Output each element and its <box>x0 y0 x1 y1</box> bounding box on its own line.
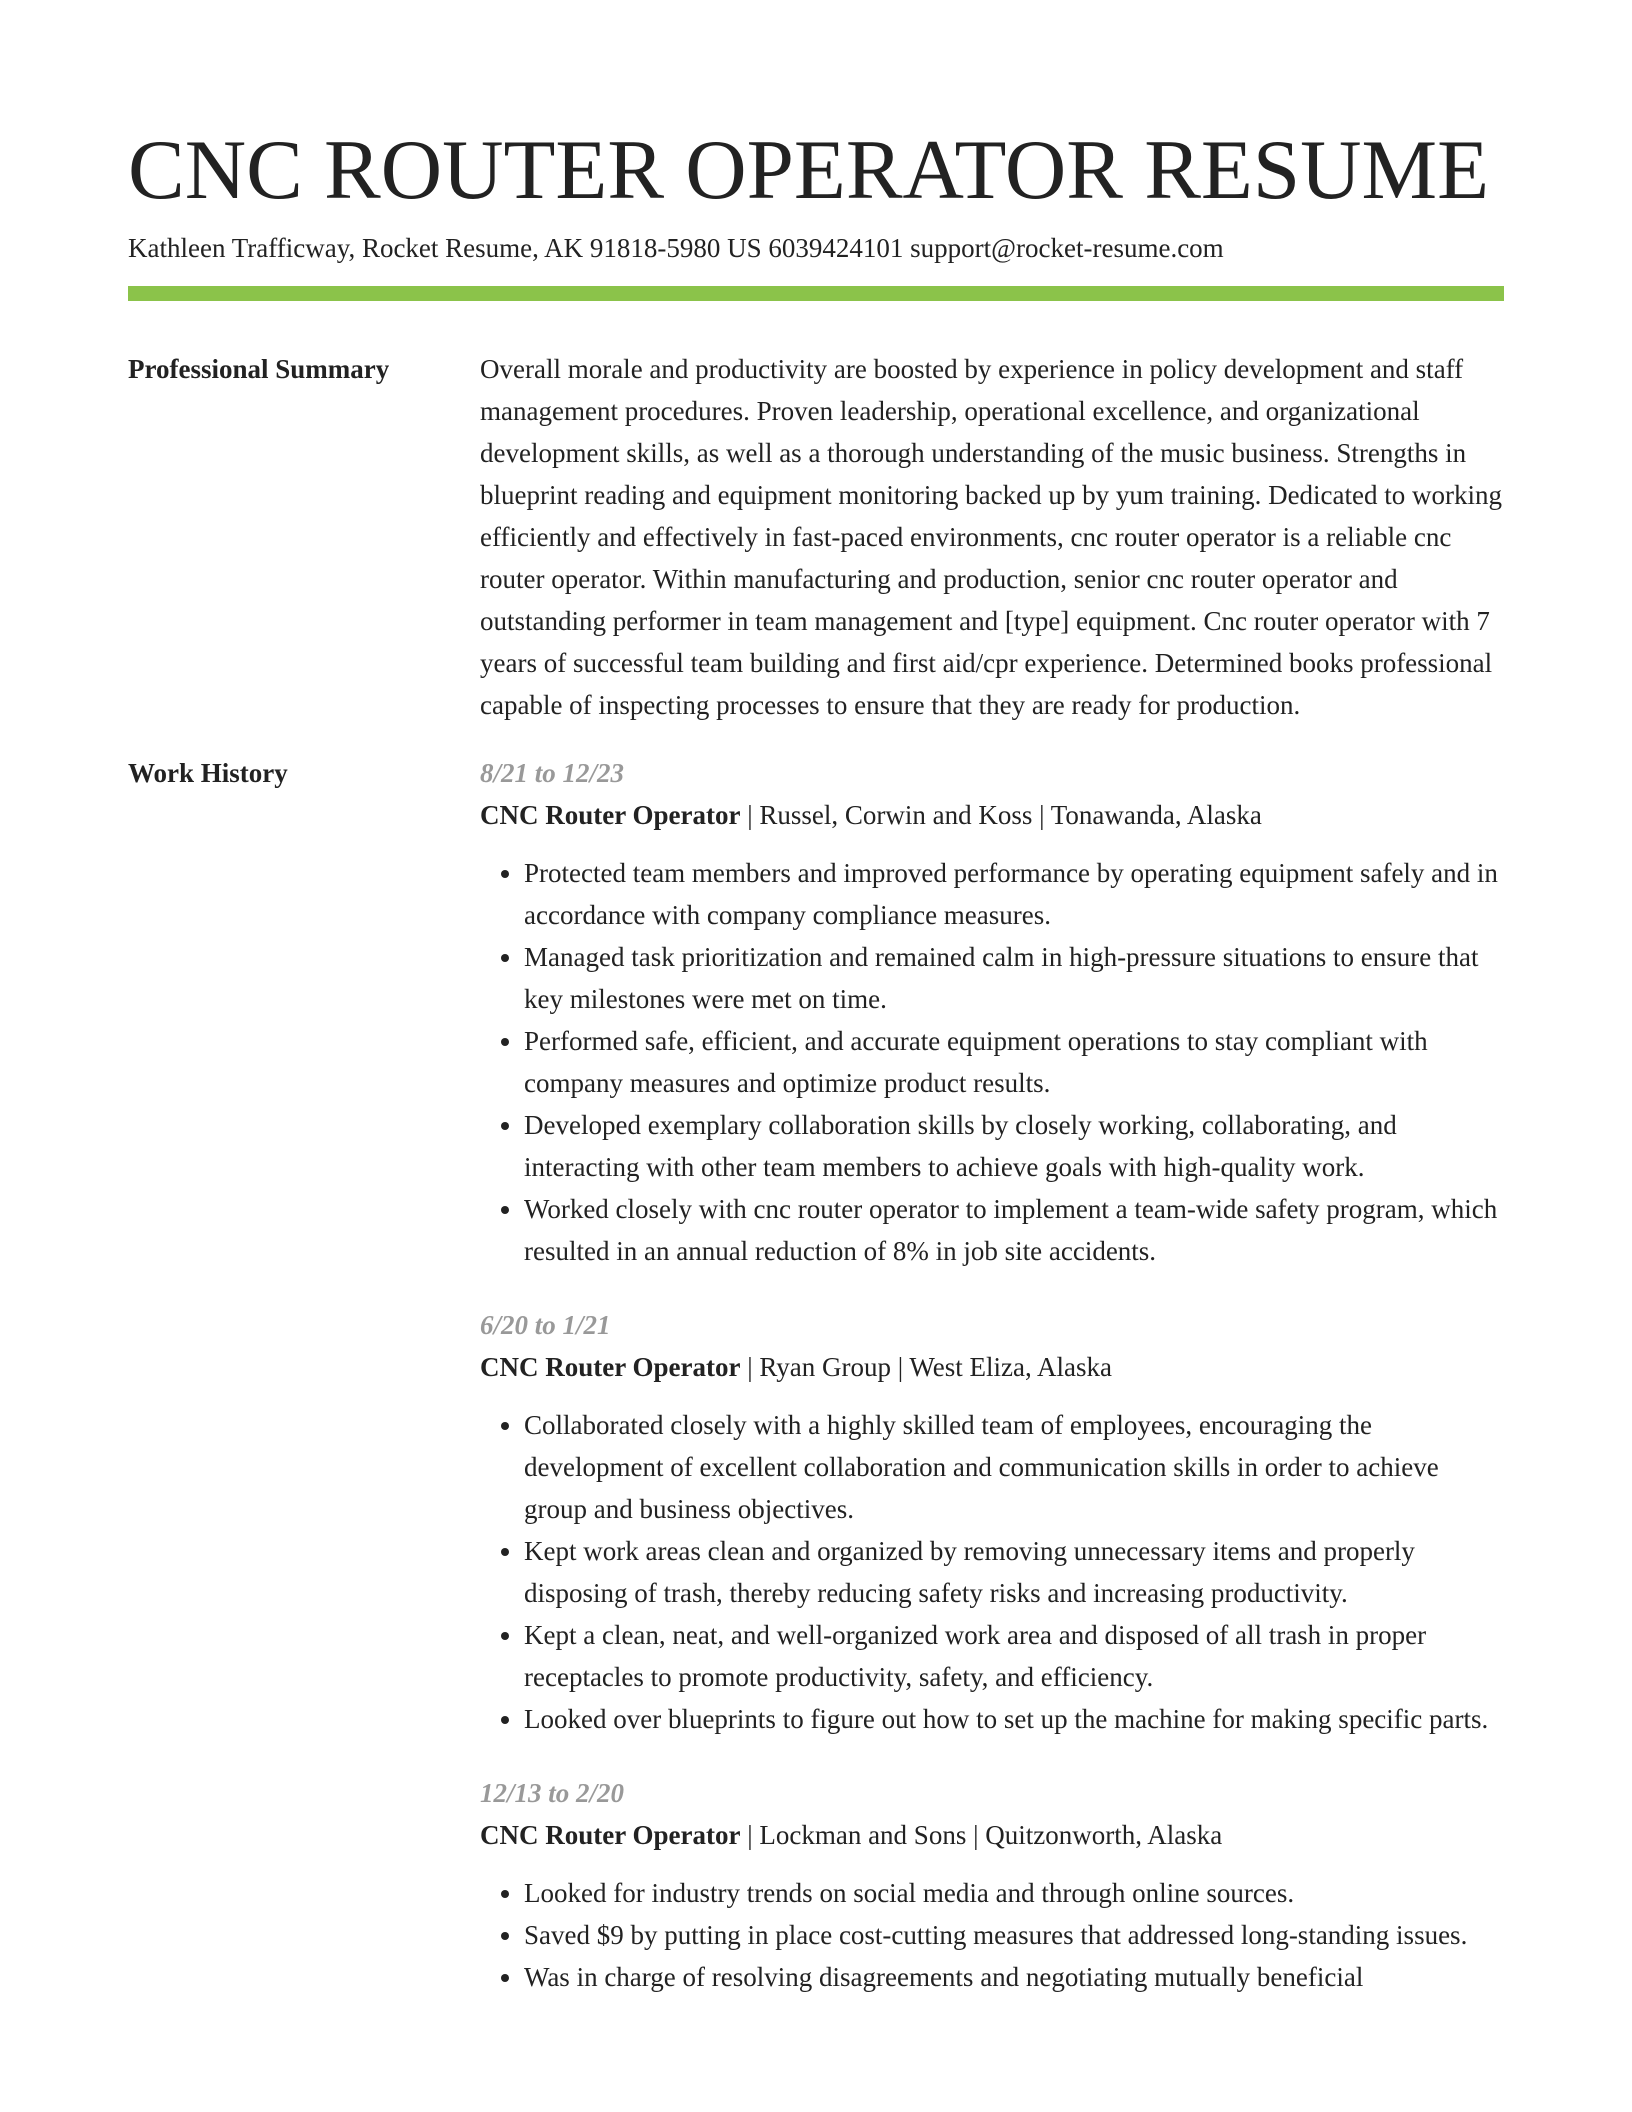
job-dates: 12/13 to 2/20 <box>480 1778 625 1808</box>
job-heading <box>480 1346 1504 1388</box>
job-details: | Lockman and Sons | Quitzonworth, Alaska <box>740 1820 1223 1850</box>
job-bullet: • Collaborated closely with a highly skilled team of employees, encouraging the development of excellent collaboration and communication skills in order to achieve group and business objectives. <box>524 1404 1504 1530</box>
job-dates: 6/20 to 1/21 <box>480 1310 611 1340</box>
job-bullet: • Kept a clean, neat, and well-organized work area and disposed of all trash in proper receptacles to promote productivity, safety, and efficiency. <box>524 1614 1504 1698</box>
section-label-professional-summary: Professional Summary <box>128 354 390 384</box>
job-entry <box>480 752 1504 1272</box>
summary-text: Overall morale and productivity are boosted by experience in policy development and staff management procedures. Proven leadership, operational excellence, and organizational development skills, as well as a thorough understanding of the music business. Strengths in blueprint reading and equipment monitoring backed up by yum training. Dedicated to working efficiently and effectively in fast-paced environments, cnc router operator is a reliable cnc router operator. Within manufacturing and production, senior cnc router operator and outstanding performer in team management and [type] equipment. Cnc router operator with 7 years of successful team building and first aid/cpr experience. Determined books professional capable of inspecting processes to ensure that they are ready for production. <box>480 354 1503 720</box>
resume-page <box>128 118 1504 2030</box>
job-entry <box>480 1772 1504 1998</box>
accent-divider <box>128 286 1504 301</box>
job-heading <box>480 1814 1504 1856</box>
job-heading <box>480 794 1504 836</box>
job-title: CNC Router Operator <box>480 800 741 830</box>
job-title: CNC Router Operator <box>480 1352 741 1382</box>
job-details: | Russel, Corwin and Koss | Tonawanda, Alaska <box>740 800 1262 830</box>
job-bullet: • Looked over blueprints to figure out how to set up the machine for making specific parts. <box>524 1698 1504 1740</box>
resume-title: CNC ROUTER OPERATOR RESUME <box>128 123 1489 217</box>
job-entry <box>480 1304 1504 1740</box>
job-bullet: • Was in charge of resolving disagreements and negotiating mutually beneficial <box>524 1956 1504 1998</box>
work-history-section <box>128 752 1504 1998</box>
professional-summary-section <box>128 348 1504 726</box>
job-bullet-list <box>480 1872 1504 1998</box>
job-details: | Ryan Group | West Eliza, Alaska <box>740 1352 1112 1382</box>
job-bullet: • Protected team members and improved performance by operating equipment safely and in accordance with company compliance measures. <box>524 852 1504 936</box>
job-bullet: • Kept work areas clean and organized by removing unnecessary items and properly disposing of trash, thereby reducing safety risks and increasing productivity. <box>524 1530 1504 1614</box>
job-bullet-list <box>480 852 1504 1272</box>
work-history-body <box>480 752 1504 1998</box>
job-bullet: • Performed safe, efficient, and accurate equipment operations to stay compliant with company measures and optimize product results. <box>524 1020 1504 1104</box>
summary-body <box>480 348 1504 726</box>
job-dates: 8/21 to 12/23 <box>480 758 625 788</box>
contact-line: Kathleen Trafficway, Rocket Resume, AK 91818-5980 US 6039424101 support@rocket-resume.com <box>128 233 1224 263</box>
job-bullet: • Looked for industry trends on social media and through online sources. <box>524 1872 1504 1914</box>
job-bullet: • Managed task prioritization and remained calm in high-pressure situations to ensure that key milestones were met on time. <box>524 936 1504 1020</box>
job-bullet-list <box>480 1404 1504 1740</box>
job-bullet: • Saved $9 by putting in place cost-cutting measures that addressed long-standing issues. <box>524 1914 1504 1956</box>
job-bullet: • Worked closely with cnc router operator to implement a team-wide safety program, which resulted in an annual reduction of 8% in job site accidents. <box>524 1188 1504 1272</box>
section-label-work-history: Work History <box>128 758 288 788</box>
job-bullet: • Developed exemplary collaboration skills by closely working, collaborating, and interacting with other team members to achieve goals with high-quality work. <box>524 1104 1504 1188</box>
job-title: CNC Router Operator <box>480 1820 741 1850</box>
